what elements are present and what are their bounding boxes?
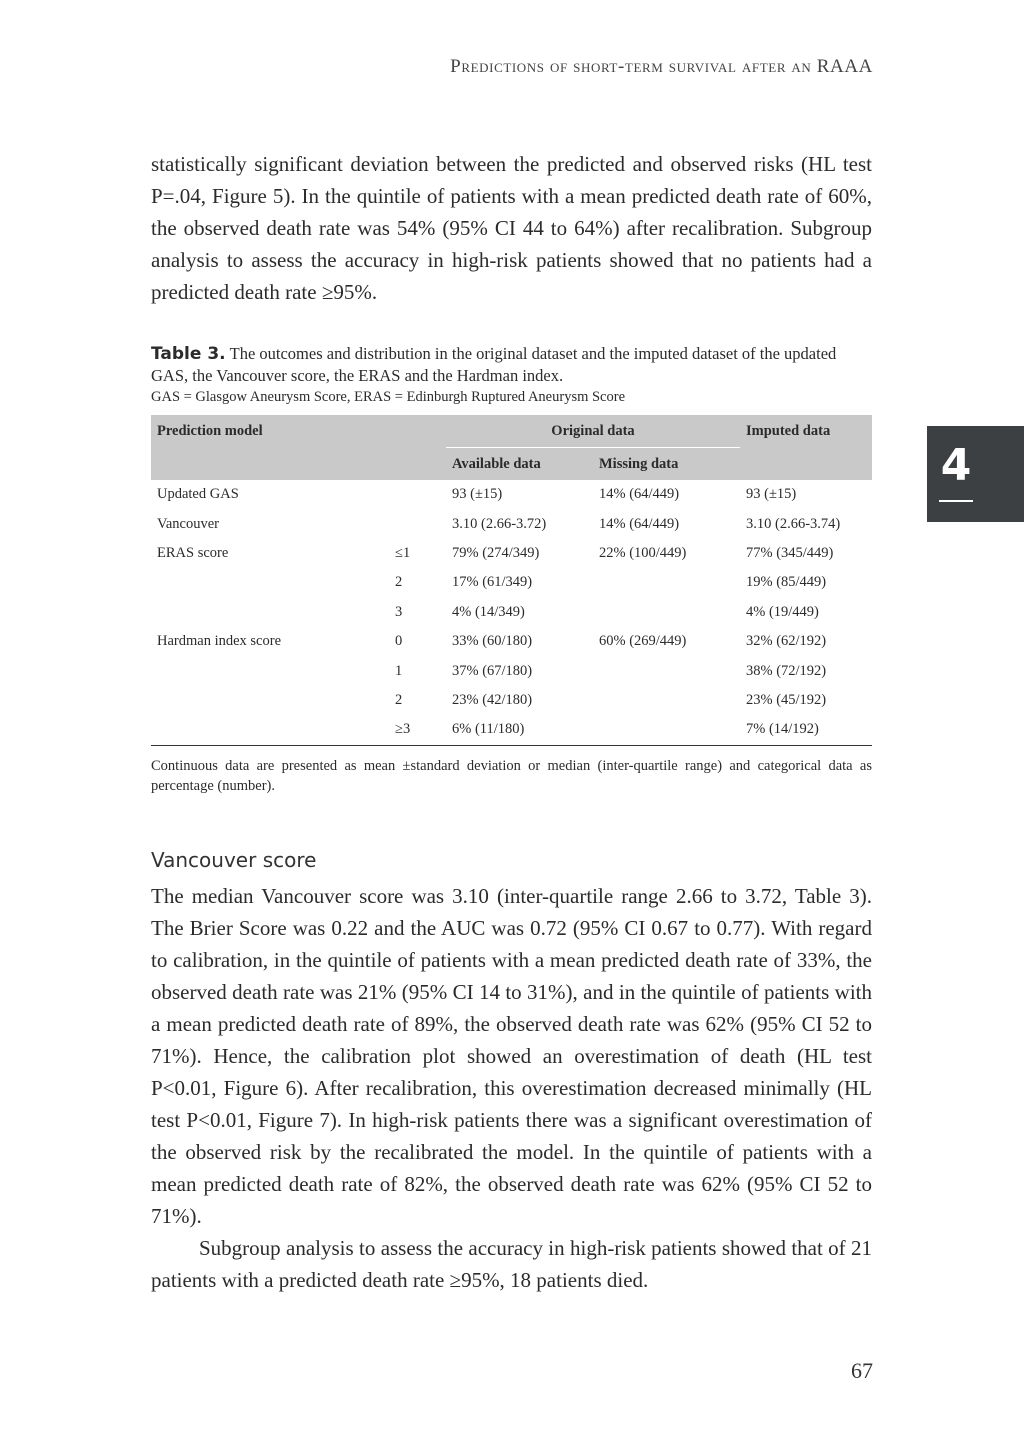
cell-level: 0 bbox=[395, 633, 403, 650]
body-paragraph: Subgroup analysis to assess the accuracy in high-risk patients showed that of 21 patients with a predicted death rate ≥95%, 18 patients died. bbox=[151, 1236, 872, 1292]
table-row bbox=[151, 480, 872, 509]
chapter-tab bbox=[927, 426, 1024, 522]
cell-imputed: 23% (45/192) bbox=[746, 691, 827, 708]
cell-available: 93 (±15) bbox=[452, 486, 503, 503]
page-number: 67 bbox=[851, 1358, 873, 1383]
table-row bbox=[151, 509, 872, 538]
cell-level: 2 bbox=[395, 574, 403, 591]
header-available-data: Available data bbox=[446, 448, 593, 481]
cell-imputed: 93 (±15) bbox=[746, 486, 797, 503]
cell-level bbox=[389, 509, 446, 538]
cell-missing: 14% (64/449) bbox=[599, 486, 680, 503]
cell-missing bbox=[593, 568, 740, 597]
body-paragraph: The median Vancouver score was 3.10 (inter-quartile range 2.66 to 3.72, Table 3). The Brier Score was 0.22 and the AUC was 0.72 (95% CI 0.67 to 0.77). With regard to calibration, in the quintile of patients with a mean predicted death rate of 33%, the observed death rate was 21% (95% CI 14 to 31%), and in the quintile of patients with a mean predicted death rate of 89%, the observed death rate was 62% (95% CI 52 to 71%). Hence, the calibration plot showed an overestimation of death (HL test P<0.01, Figure 6). After recalibration, this overestimation decreased minimally (HL test P<0.01, Figure 7). In high-risk patients there was a significant overestimation of the observed risk by the recalibrated the model. In the quintile of patients with a mean predicted death rate of 82%, the observed death rate was 62% (95% CI 52 to 71%). bbox=[151, 884, 872, 1228]
cell-missing bbox=[593, 686, 740, 715]
running-header: Predictions of short-term survival after an RAAA bbox=[450, 56, 873, 77]
cell-level: ≤1 bbox=[395, 544, 411, 561]
header-imputed-data: Imputed data bbox=[740, 415, 872, 480]
cell-missing: 22% (100/449) bbox=[599, 544, 687, 561]
cell-available: 6% (11/180) bbox=[446, 715, 593, 745]
cell-model: Hardman index score bbox=[157, 633, 282, 650]
cell-imputed: 77% (345/449) bbox=[746, 544, 834, 561]
cell-available: 17% (61/349) bbox=[452, 574, 533, 591]
cell-missing bbox=[593, 598, 740, 627]
chapter-underline bbox=[939, 500, 973, 502]
table-label: Table 3. bbox=[151, 344, 226, 364]
table-caption-text: The outcomes and distribution in the original dataset and the imputed dataset of the updated GAS, the Vancouver score, the ERAS and the Hardman index. bbox=[151, 344, 837, 385]
table-abbreviations: GAS = Glasgow Aneurysm Score, ERAS = Edinburgh Ruptured Aneurysm Score bbox=[151, 389, 626, 405]
header-blank bbox=[389, 415, 446, 480]
cell-model: ERAS score bbox=[157, 544, 229, 561]
cell-model bbox=[151, 656, 389, 685]
cell-available: 3.10 (2.66-3.72) bbox=[452, 515, 547, 532]
cell-missing: 14% (64/449) bbox=[599, 515, 680, 532]
section-body bbox=[151, 880, 872, 1296]
cell-available: 33% (60/180) bbox=[452, 633, 533, 650]
chapter-number: 4 bbox=[940, 440, 972, 491]
table-footnote: Continuous data are presented as mean ±standard deviation or median (inter-quartile range) and categorical data as percentage (number). bbox=[151, 758, 872, 794]
table-row bbox=[151, 627, 872, 656]
cell-imputed: 7% (14/192) bbox=[740, 715, 872, 745]
cell-level: ≥3 bbox=[389, 715, 446, 745]
cell-imputed: 3.10 (2.66-3.74) bbox=[746, 515, 841, 532]
section-heading: Vancouver score bbox=[151, 848, 317, 872]
cell-model bbox=[151, 598, 389, 627]
outcomes-table bbox=[151, 415, 872, 746]
cell-available: 4% (14/349) bbox=[452, 603, 525, 620]
cell-level: 2 bbox=[395, 691, 403, 708]
table-row bbox=[151, 598, 872, 627]
cell-imputed: 19% (85/449) bbox=[746, 574, 827, 591]
cell-missing bbox=[593, 656, 740, 685]
table-row bbox=[151, 568, 872, 597]
table-row bbox=[151, 686, 872, 715]
cell-available: 23% (42/180) bbox=[452, 691, 533, 708]
cell-level: 3 bbox=[395, 603, 403, 620]
cell-model bbox=[151, 568, 389, 597]
table-row bbox=[151, 539, 872, 568]
cell-level bbox=[389, 480, 446, 509]
cell-available: 37% (67/180) bbox=[452, 662, 533, 679]
cell-imputed: 38% (72/192) bbox=[746, 662, 827, 679]
table-row bbox=[151, 656, 872, 685]
header-original-data: Original data bbox=[446, 415, 740, 448]
cell-model: Vancouver bbox=[157, 515, 220, 532]
cell-model bbox=[151, 686, 389, 715]
cell-available: 79% (274/349) bbox=[452, 544, 540, 561]
cell-imputed: 4% (19/449) bbox=[746, 603, 819, 620]
header-missing-data: Missing data bbox=[593, 448, 740, 481]
cell-level: 1 bbox=[395, 662, 403, 679]
body-paragraph: statistically significant deviation between the predicted and observed risks (HL test P=.04, Figure 5). In the quintile of patients with a mean predicted death rate of 60%, the observed death rate was 54% (95% CI 44 to 64%) after recalibration. Subgroup analysis to assess the accuracy in high-risk patients showed that no patients had a predicted death rate ≥95%. bbox=[151, 152, 872, 304]
cell-model: Updated GAS bbox=[157, 486, 239, 503]
header-prediction-model: Prediction model bbox=[151, 415, 389, 480]
table-caption bbox=[151, 343, 872, 408]
table-row bbox=[151, 715, 872, 745]
cell-model bbox=[151, 715, 389, 745]
cell-imputed: 32% (62/192) bbox=[746, 633, 827, 650]
cell-missing: 60% (269/449) bbox=[599, 633, 687, 650]
cell-missing bbox=[593, 715, 740, 745]
